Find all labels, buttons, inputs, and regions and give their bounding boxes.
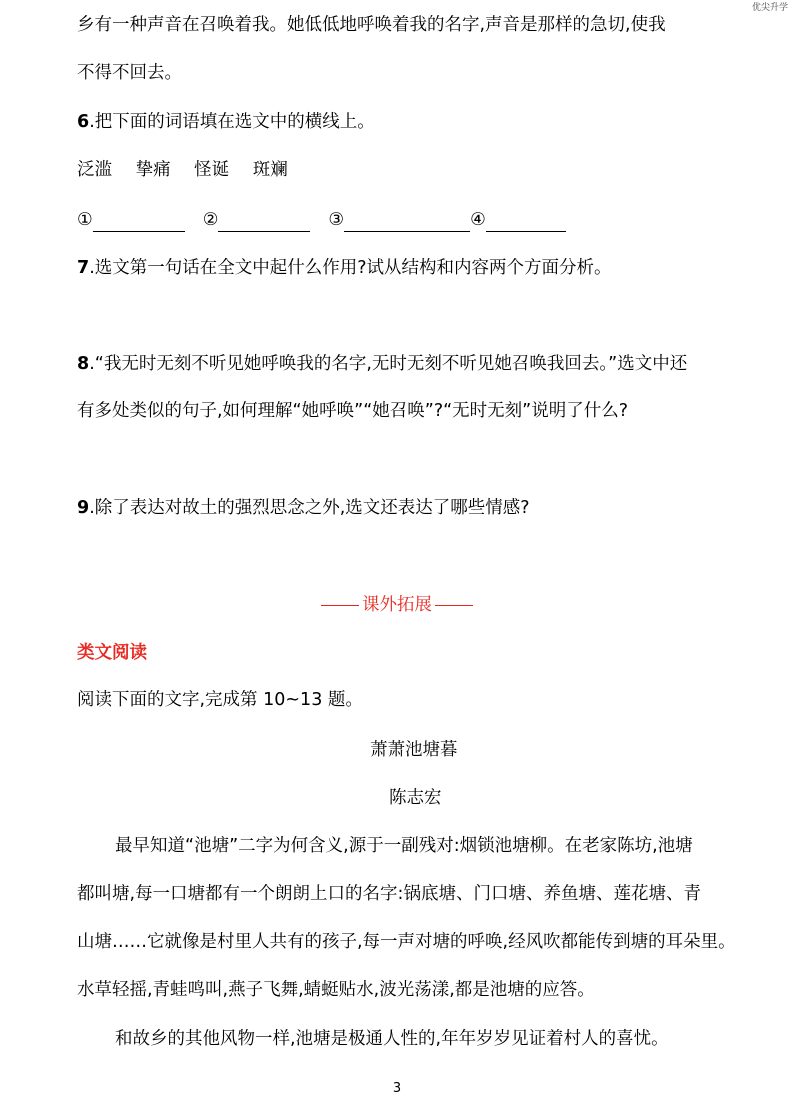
section-title: 课外拓展 — [362, 595, 432, 615]
blank-4-marker: ④ — [470, 210, 486, 230]
article-title: 萧萧池塘暮 — [370, 740, 458, 760]
question-8-text: .“我无时无刻不听见她呼唤我的名字,无时无刻不听见她召唤我回去。”选文中还 — [89, 354, 688, 374]
question-9-text: .除了表达对故土的强烈思念之外,选文还表达了哪些情感? — [89, 498, 530, 518]
article-author: 陈志宏 — [389, 788, 442, 808]
question-7 — [77, 256, 612, 280]
passage-line-1: 乡有一种声音在召唤着我。她低低地呼唤着我的名字,声音是那样的急切,使我 — [77, 15, 666, 35]
article-line-1: 最早知道“池塘”二字为何含义,源于一副残对:烟锁池塘柳。在老家陈坊,池塘 — [115, 836, 693, 856]
corner-watermark: 优尖升学 — [751, 3, 788, 13]
blank-1-line[interactable] — [93, 213, 185, 232]
heading-dash-left — [321, 605, 359, 606]
word-3: 怪诞 — [194, 160, 230, 180]
section-heading — [0, 593, 794, 617]
question-8-line-1 — [77, 352, 687, 376]
blank-2-line[interactable] — [218, 213, 310, 232]
article-line-5: 和故乡的其他风物一样,池塘是极通人性的,年年岁岁见证着村人的喜忧。 — [115, 1029, 669, 1049]
question-6-blanks — [77, 208, 566, 232]
question-8-number: 8 — [77, 354, 90, 374]
word-4: 斑斓 — [252, 160, 288, 180]
question-6-number: 6 — [77, 112, 90, 132]
question-8-line-2: 有多处类似的句子,如何理解“她呼唤”“她召唤”?“无时无刻”说明了什么? — [77, 401, 629, 421]
blank-2-marker: ② — [202, 210, 219, 230]
question-7-text: .选文第一句话在全文中起什么作用?试从结构和内容两个方面分析。 — [89, 258, 612, 278]
blank-1-marker: ① — [77, 210, 93, 230]
word-1: 泛滥 — [77, 160, 112, 180]
blank-3-marker: ③ — [328, 210, 345, 230]
question-6 — [77, 110, 375, 134]
question-9-number: 9 — [77, 498, 90, 518]
blank-3-line[interactable] — [344, 213, 470, 232]
reading-instruction: 阅读下面的文字,完成第 10~13 题。 — [77, 690, 363, 710]
question-6-text: .把下面的词语填在选文中的横线上。 — [89, 112, 375, 132]
question-6-word-list — [77, 158, 306, 182]
blank-4-line[interactable] — [486, 213, 566, 232]
page-number: 3 — [392, 1081, 402, 1096]
question-7-number: 7 — [77, 258, 90, 278]
article-line-3: 山塘……它就像是村里人共有的孩子,每一声对塘的呼唤,经风吹都能传到塘的耳朵里。 — [77, 932, 736, 952]
heading-dash-right — [435, 605, 473, 606]
article-line-2: 都叫塘,每一口塘都有一个朗朗上口的名字:锅底塘、门口塘、养鱼塘、莲花塘、青 — [77, 884, 701, 904]
word-2: 挚痛 — [135, 160, 171, 180]
passage-line-2: 不得不回去。 — [77, 63, 182, 83]
subsection-heading: 类文阅读 — [77, 643, 147, 663]
question-9 — [77, 496, 530, 520]
article-line-4: 水草轻摇,青蛙鸣叫,燕子飞舞,蜻蜓贴水,波光荡漾,都是池塘的应答。 — [77, 980, 595, 1000]
